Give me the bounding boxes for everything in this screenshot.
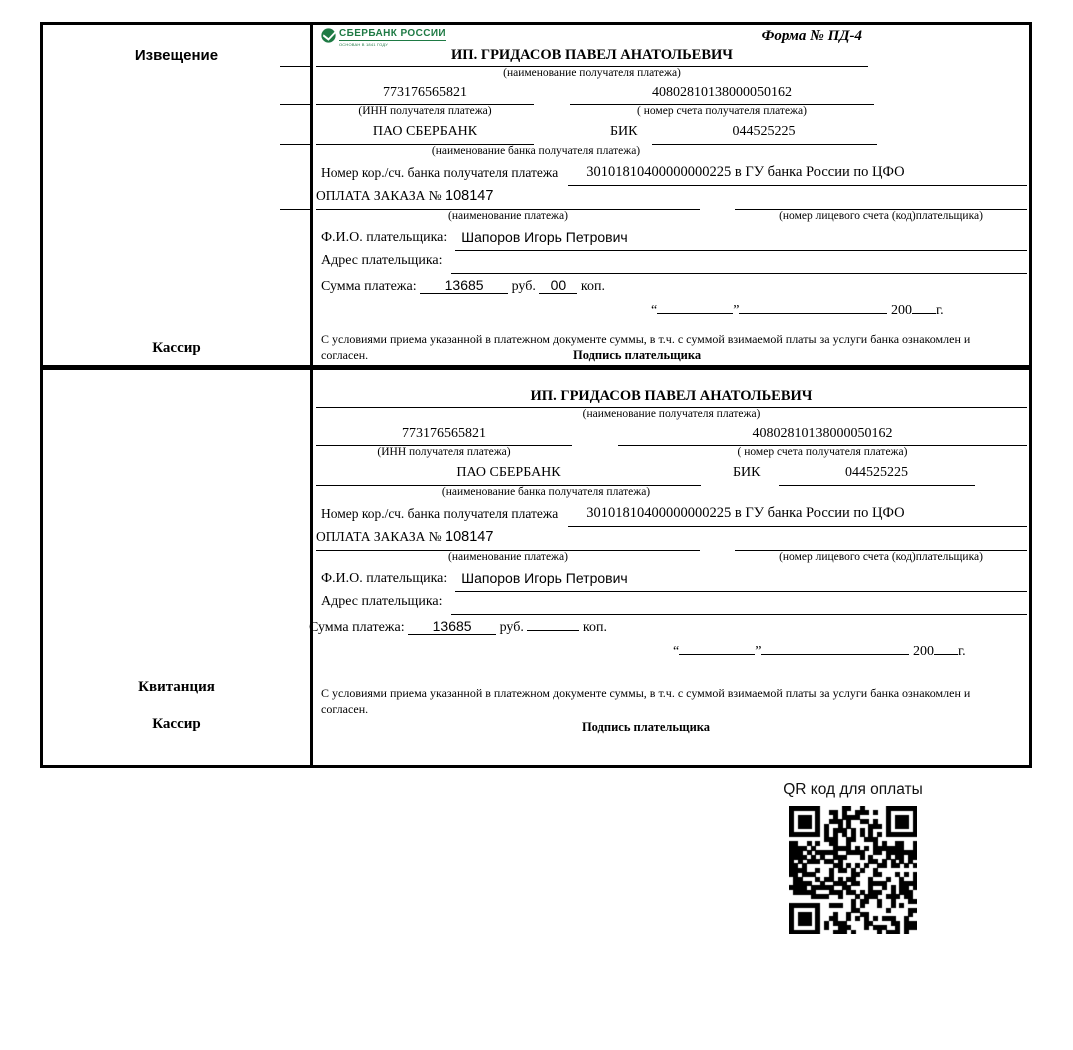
bik-value: 044525225 [779, 465, 975, 486]
year-field [934, 654, 958, 655]
signature-label: Подпись плательщика [573, 347, 702, 362]
payer-address-value [451, 254, 1027, 274]
payment-name-field [316, 188, 700, 210]
receipt-cashier-label: Кассир [152, 716, 201, 732]
kop-label: коп. [580, 279, 605, 294]
year-suffix: г. [935, 303, 944, 318]
order-number: 108147 [445, 529, 494, 545]
sberbank-logo [321, 28, 446, 47]
recipient-name: ИП. ГРИДАСОВ ПАВЕЛ АНАТОЛЬЕВИЧ [316, 47, 868, 67]
order-prefix: ОПЛАТА ЗАКАЗА № [316, 188, 442, 203]
inn-value: 773176565821 [316, 426, 572, 446]
notice-cashier-label: Кассир [152, 340, 201, 356]
order-number: 108147 [445, 188, 494, 204]
bank-caption: (наименование банка получателя платежа) [441, 486, 651, 498]
agreement-block [321, 332, 973, 363]
recipient-name: ИП. ГРИДАСОВ ПАВЕЛ АНАТОЛЬЕВИЧ [316, 388, 1027, 408]
notice-section [40, 22, 1032, 370]
agreement-block [321, 686, 973, 717]
bik-label: БИК [733, 465, 761, 480]
receipt-side-column [43, 370, 313, 765]
qr-block [758, 781, 948, 934]
date-day-field [679, 654, 755, 655]
date-month-field [761, 654, 909, 655]
korr-value: 30101810400000000225 в ГУ банка России по ЦФО [568, 164, 1027, 186]
inn-value: 773176565821 [316, 85, 534, 105]
recipient-caption: (наименование получателя платежа) [582, 408, 761, 420]
notice-side-column [43, 25, 313, 365]
date-day-field [657, 313, 733, 314]
payer-name-value: Шапоров Игорь Петрович [455, 570, 1027, 592]
amount-label: Сумма платежа: [309, 620, 405, 635]
personal-account-field [735, 188, 1027, 210]
pd4-payment-form [40, 22, 1032, 768]
inn-caption: (ИНН получателя платежа) [358, 105, 492, 117]
year-suffix: г. [957, 644, 966, 659]
year-prefix: 200 [890, 303, 912, 318]
quote-close: ” [733, 303, 740, 318]
sberbank-wordmark: СБЕРБАНК РОССИИ [339, 28, 447, 39]
bik-label: БИК [610, 124, 638, 139]
quote-close: ” [755, 644, 762, 659]
rub-label: руб. [499, 620, 524, 635]
year-prefix: 200 [912, 644, 934, 659]
amount-rub-value: 13685 [408, 618, 496, 635]
korr-label: Номер кор./сч. банка получателя платежа [321, 165, 559, 180]
notice-title: Извещение [134, 47, 219, 64]
amount-kop-value: 00 [539, 277, 577, 294]
date-line [321, 303, 1027, 327]
agreement-text: С условиями приема указанной в платежном документе суммы, в т.ч. с суммой взимаемой платы за услуги банка ознакомлен и согласен. [321, 332, 971, 362]
notice-header-row [321, 27, 1027, 47]
amount-rub-value: 13685 [420, 277, 508, 294]
amount-label: Сумма платежа: [321, 279, 417, 294]
payer-address-value [451, 595, 1027, 615]
recipient-caption: (наименование получателя платежа) [503, 67, 681, 79]
payment-caption: (наименование платежа) [448, 210, 568, 222]
bank-name-value: ПАО СБЕРБАНК [316, 124, 534, 145]
payment-name-field [316, 529, 700, 551]
account-caption: ( номер счета получателя платежа) [637, 105, 807, 117]
kop-label: коп. [582, 620, 607, 635]
receipt-section [40, 370, 1032, 768]
payment-caption: (наименование платежа) [448, 551, 568, 563]
korr-value: 30101810400000000225 в ГУ банка России по ЦФО [568, 505, 1027, 527]
sberbank-slogan: ОСНОВАН В 1841 ГОДУ [339, 42, 389, 47]
payer-address-label: Адрес плательщика: [321, 253, 443, 268]
payer-name-value: Шапоров Игорь Петрович [455, 229, 1027, 251]
signature-label: Подпись плательщика [581, 720, 711, 735]
account-value: 40802810138000050162 [618, 426, 1027, 446]
receipt-content [309, 370, 1029, 765]
quote-open: “ [673, 644, 680, 659]
date-month-field [739, 313, 887, 314]
order-prefix: ОПЛАТА ЗАКАЗА № [316, 529, 442, 544]
payer-name-label: Ф.И.О. плательщика: [321, 230, 448, 245]
sberbank-logo-icon [321, 28, 336, 43]
personal-account-caption: (номер лицевого счета (код)плательщика) [779, 551, 983, 563]
account-caption: ( номер счета получателя платежа) [737, 446, 908, 458]
personal-account-caption: (номер лицевого счета (код)плательщика) [779, 210, 983, 222]
personal-account-field [735, 529, 1027, 551]
payer-address-label: Адрес плательщика: [321, 594, 443, 609]
agreement-text: С условиями приема указанной в платежном документе суммы, в т.ч. с суммой взимаемой платы за услуги банка ознакомлен и согласен. [321, 686, 971, 716]
date-line [321, 644, 1027, 668]
form-number: Форма № ПД-4 [761, 28, 862, 44]
payer-name-label: Ф.И.О. плательщика: [321, 571, 448, 586]
year-field [912, 313, 936, 314]
bank-caption: (наименование банка получателя платежа) [431, 145, 641, 157]
qr-code [789, 806, 917, 934]
notice-content [313, 25, 1029, 365]
bik-value: 044525225 [652, 124, 877, 145]
qr-caption: QR код для оплаты [783, 781, 923, 798]
rub-label: руб. [511, 279, 536, 294]
bank-name-value: ПАО СБЕРБАНК [316, 465, 701, 486]
amount-kop-value [527, 630, 579, 631]
quote-open: “ [651, 303, 658, 318]
receipt-title: Квитанция [138, 679, 215, 695]
korr-label: Номер кор./сч. банка получателя платежа [321, 506, 559, 521]
inn-caption: (ИНН получателя платежа) [377, 446, 511, 458]
account-value: 40802810138000050162 [570, 85, 874, 105]
